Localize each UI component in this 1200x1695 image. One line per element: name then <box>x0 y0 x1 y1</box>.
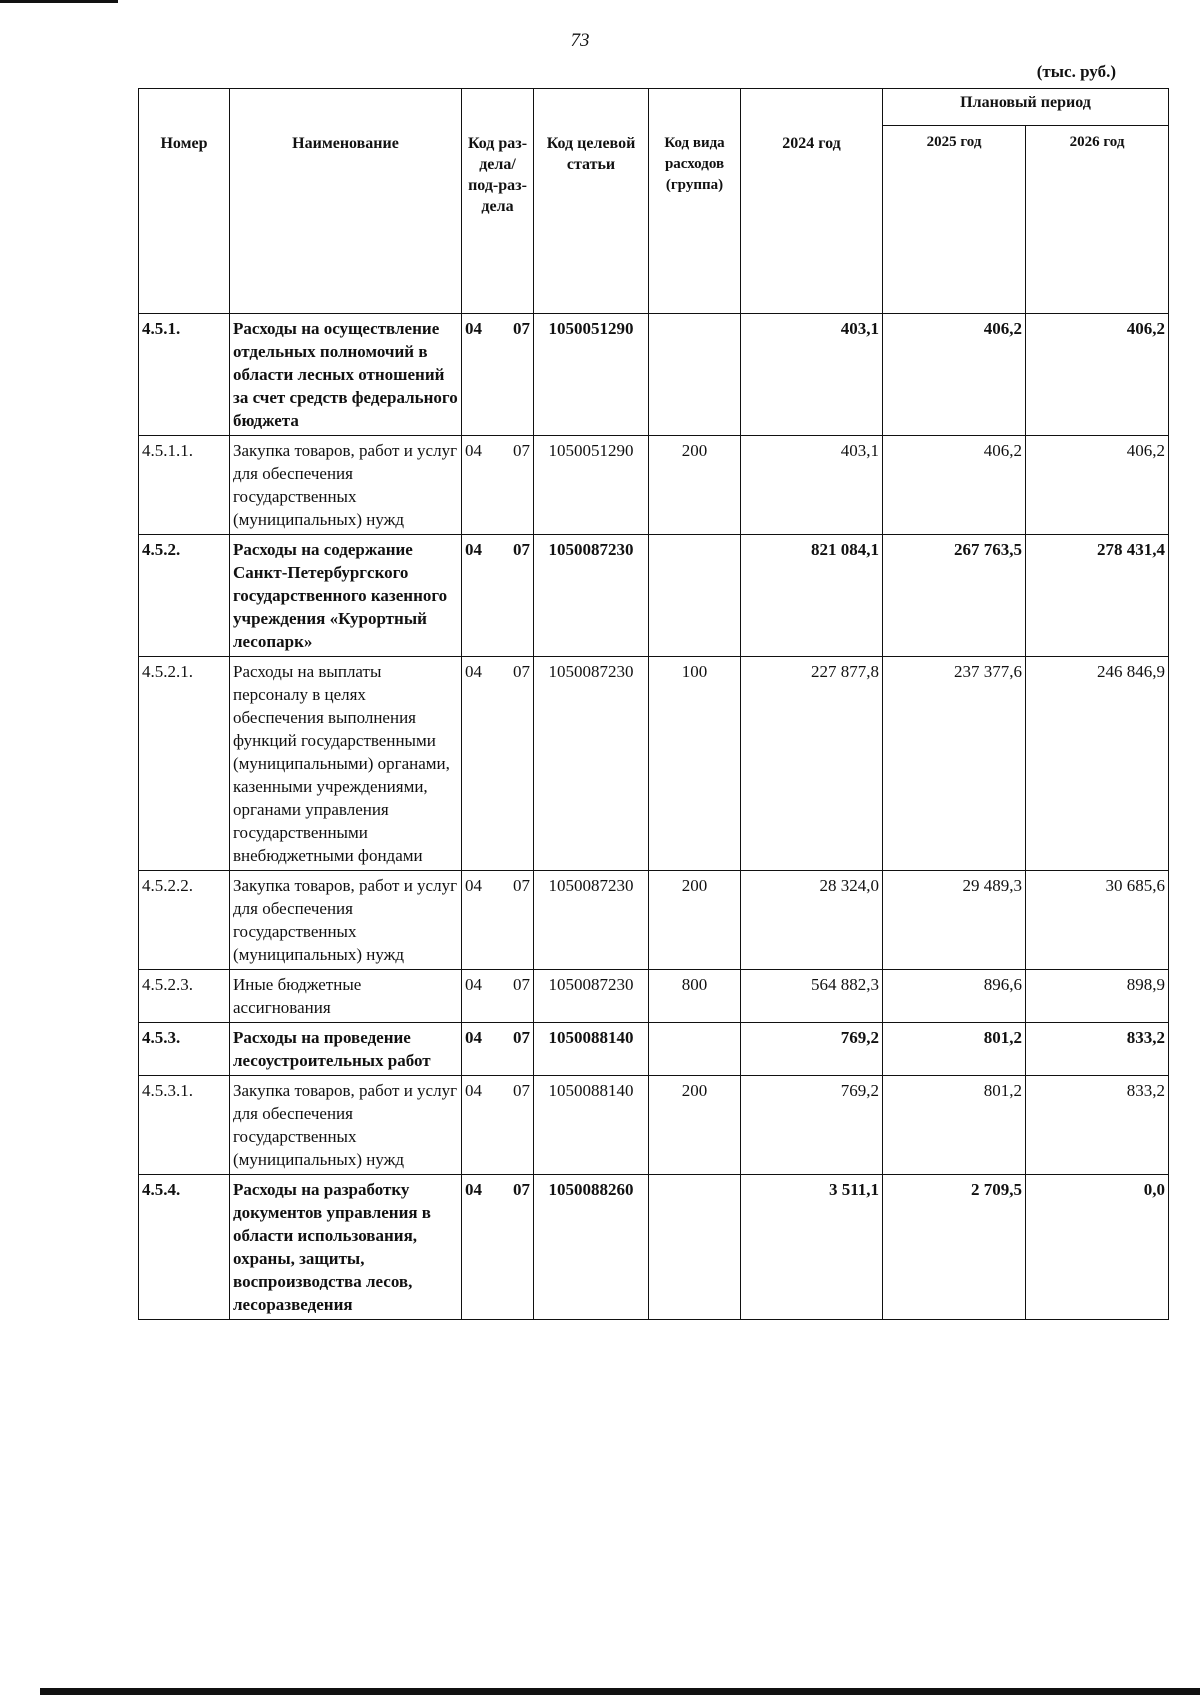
subsection-code: 07 <box>513 1081 530 1100</box>
row-section-code <box>462 1076 534 1175</box>
row-target-code: 1050087230 <box>534 970 649 1023</box>
row-target-code: 1050087230 <box>534 657 649 871</box>
subsection-code: 07 <box>513 1180 530 1199</box>
row-amount-2026: 898,9 <box>1026 970 1169 1023</box>
row-section-code <box>462 657 534 871</box>
table-row <box>139 436 1169 535</box>
row-number: 4.5.1. <box>139 314 230 436</box>
row-name: Расходы на осуществление отдельных полномочий в области лесных отношений за счет средств федерального бюджета <box>230 314 462 436</box>
row-expense-type: 200 <box>649 1076 741 1175</box>
table-row <box>139 1023 1169 1076</box>
row-amount-2026: 833,2 <box>1026 1076 1169 1175</box>
row-section-code <box>462 314 534 436</box>
header-expense-type: Код вида расходов (группа) <box>649 89 741 314</box>
row-amount-2024: 403,1 <box>741 436 883 535</box>
row-number: 4.5.2.3. <box>139 970 230 1023</box>
row-section-code <box>462 436 534 535</box>
header-number: Номер <box>139 89 230 314</box>
row-amount-2025: 406,2 <box>883 436 1026 535</box>
row-amount-2024: 564 882,3 <box>741 970 883 1023</box>
row-number: 4.5.4. <box>139 1175 230 1320</box>
row-name: Расходы на проведение лесоустроительных работ <box>230 1023 462 1076</box>
row-amount-2026: 278 431,4 <box>1026 535 1169 657</box>
bottom-bar <box>40 1688 1200 1695</box>
row-name: Иные бюджетные ассигнования <box>230 970 462 1023</box>
table-row <box>139 1076 1169 1175</box>
row-expense-type <box>649 1023 741 1076</box>
row-amount-2024: 769,2 <box>741 1076 883 1175</box>
table-row <box>139 1175 1169 1320</box>
section-code: 04 <box>465 876 482 895</box>
row-expense-type: 200 <box>649 436 741 535</box>
row-amount-2025: 801,2 <box>883 1023 1026 1076</box>
header-target-code: Код целевой статьи <box>534 89 649 314</box>
header-year-2026: 2026 год <box>1026 126 1169 314</box>
section-code: 04 <box>465 319 482 338</box>
header-year-2025: 2025 год <box>883 126 1026 314</box>
header-name: Наименование <box>230 89 462 314</box>
subsection-code: 07 <box>513 441 530 460</box>
row-name: Закупка товаров, работ и услуг для обеспечения государственных (муниципальных) нужд <box>230 1076 462 1175</box>
row-amount-2026: 406,2 <box>1026 314 1169 436</box>
row-section-code <box>462 970 534 1023</box>
row-expense-type <box>649 1175 741 1320</box>
row-target-code: 1050051290 <box>534 436 649 535</box>
row-name: Закупка товаров, работ и услуг для обеспечения государственных (муниципальных) нужд <box>230 871 462 970</box>
row-target-code: 1050088140 <box>534 1076 649 1175</box>
row-expense-type <box>649 535 741 657</box>
row-expense-type: 800 <box>649 970 741 1023</box>
row-target-code: 1050087230 <box>534 871 649 970</box>
row-amount-2025: 406,2 <box>883 314 1026 436</box>
section-code: 04 <box>465 662 482 681</box>
table-row <box>139 314 1169 436</box>
row-target-code: 1050088140 <box>534 1023 649 1076</box>
section-code: 04 <box>465 975 482 994</box>
row-amount-2026: 30 685,6 <box>1026 871 1169 970</box>
row-section-code <box>462 1175 534 1320</box>
section-code: 04 <box>465 1180 482 1199</box>
row-name: Расходы на содержание Санкт-Петербургского государственного казенного учреждения «Курортный лесопарк» <box>230 535 462 657</box>
row-amount-2026: 246 846,9 <box>1026 657 1169 871</box>
row-expense-type: 200 <box>649 871 741 970</box>
header-year-2024: 2024 год <box>741 89 883 314</box>
table-row <box>139 970 1169 1023</box>
row-target-code: 1050088260 <box>534 1175 649 1320</box>
row-amount-2024: 769,2 <box>741 1023 883 1076</box>
row-amount-2024: 821 084,1 <box>741 535 883 657</box>
row-number: 4.5.1.1. <box>139 436 230 535</box>
row-amount-2026: 0,0 <box>1026 1175 1169 1320</box>
table-row <box>139 535 1169 657</box>
row-number: 4.5.3.1. <box>139 1076 230 1175</box>
row-target-code: 1050087230 <box>534 535 649 657</box>
row-amount-2024: 28 324,0 <box>741 871 883 970</box>
header-planned-period: Плановый период <box>883 89 1169 126</box>
row-expense-type <box>649 314 741 436</box>
row-section-code <box>462 1023 534 1076</box>
row-amount-2024: 227 877,8 <box>741 657 883 871</box>
row-amount-2025: 29 489,3 <box>883 871 1026 970</box>
table-row <box>139 871 1169 970</box>
row-number: 4.5.2.2. <box>139 871 230 970</box>
row-amount-2026: 833,2 <box>1026 1023 1169 1076</box>
table-body <box>139 314 1169 1320</box>
subsection-code: 07 <box>513 540 530 559</box>
row-section-code <box>462 535 534 657</box>
row-number: 4.5.2. <box>139 535 230 657</box>
row-name: Закупка товаров, работ и услуг для обеспечения государственных (муниципальных) нужд <box>230 436 462 535</box>
row-amount-2024: 403,1 <box>741 314 883 436</box>
table-row <box>139 657 1169 871</box>
row-amount-2024: 3 511,1 <box>741 1175 883 1320</box>
row-number: 4.5.2.1. <box>139 657 230 871</box>
row-section-code <box>462 871 534 970</box>
row-amount-2025: 2 709,5 <box>883 1175 1026 1320</box>
row-expense-type: 100 <box>649 657 741 871</box>
row-name: Расходы на выплаты персоналу в целях обеспечения выполнения функций государственными (муниципальными) органами, казенными учреждениями, органами управления государственными внебюджетными фондами <box>230 657 462 871</box>
budget-table <box>138 88 1169 1320</box>
row-target-code: 1050051290 <box>534 314 649 436</box>
subsection-code: 07 <box>513 662 530 681</box>
row-amount-2025: 267 763,5 <box>883 535 1026 657</box>
row-number: 4.5.3. <box>139 1023 230 1076</box>
page-number: 73 <box>570 30 590 51</box>
row-amount-2025: 896,6 <box>883 970 1026 1023</box>
subsection-code: 07 <box>513 1028 530 1047</box>
subsection-code: 07 <box>513 319 530 338</box>
section-code: 04 <box>465 1028 482 1047</box>
row-amount-2025: 237 377,6 <box>883 657 1026 871</box>
corner-mark <box>0 0 118 3</box>
subsection-code: 07 <box>513 876 530 895</box>
section-code: 04 <box>465 540 482 559</box>
header-section-code: Код раз-дела/ под-раз-дела <box>462 89 534 314</box>
section-code: 04 <box>465 1081 482 1100</box>
row-amount-2026: 406,2 <box>1026 436 1169 535</box>
row-name: Расходы на разработку документов управления в области использования, охраны, защиты, воспроизводства лесов, лесоразведения <box>230 1175 462 1320</box>
units-label: (тыс. руб.) <box>1036 62 1116 81</box>
subsection-code: 07 <box>513 975 530 994</box>
section-code: 04 <box>465 441 482 460</box>
row-amount-2025: 801,2 <box>883 1076 1026 1175</box>
